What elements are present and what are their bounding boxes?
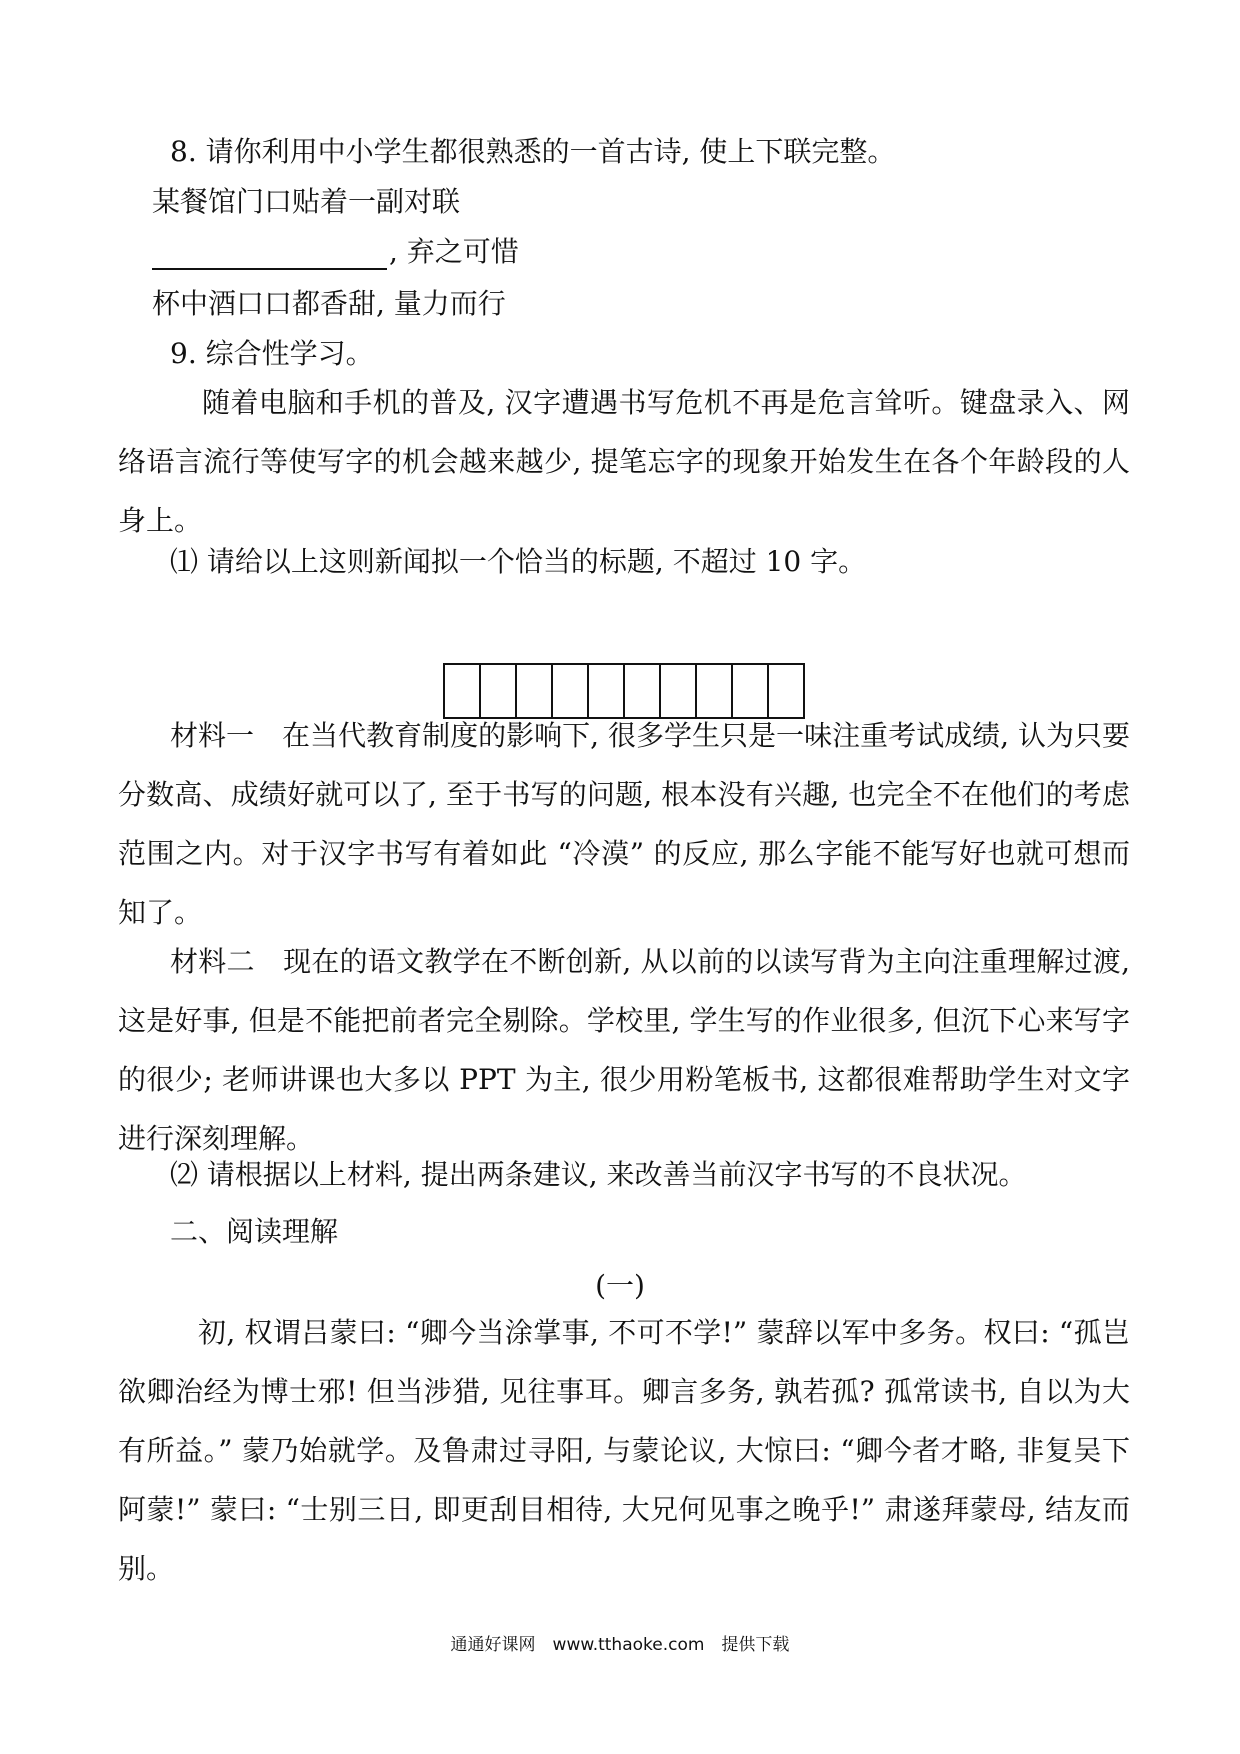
material-two: 材料二 现在的语文教学在不断创新, 从以前的以读写背为主向注重理解过渡, 这是好事, 但是不能把前者完全剔除。学校里, 学生写的作业很多, 但沉下心来写字的很少; 老师讲课也大多以 PPT 为主, 很少用粉笔板书, 这都很难帮助学生对文字进行深刻理解。: [118, 945, 1130, 1155]
couplet-lower-line: 杯中酒口口都香甜, 量力而行: [152, 287, 506, 320]
news-paragraph: 随着电脑和手机的普及, 汉字遭遇书写危机不再是危言耸听。键盘录入、网络语言流行等使写字的机会越来越少, 提笔忘字的现象开始发生在各个年龄段的人身上。: [118, 386, 1130, 537]
couplet-upper-suffix: , 弃之可惜: [389, 235, 519, 268]
question-9-heading: 9. 综合性学习。: [170, 337, 374, 370]
question-9-sub1: ⑴ 请给以上这则新闻拟一个恰当的标题, 不超过 10 字。: [170, 545, 867, 578]
page-footer: 通通好课网 www.tthaoke.com 提供下载: [450, 1635, 790, 1655]
classical-passage: 初, 权谓吕蒙曰: “卿今当涂掌事, 不可不学!” 蒙辞以军中多务。权曰: “孤岂欲卿治经为博士邪! 但当涉猎, 见往事耳。卿言多务, 孰若孤? 孤常读书, 自以为大有所益。” 蒙乃始就学。及鲁肃过寻阳, 与蒙论议, 大惊曰: “卿今者才略, 非复吴下阿蒙!” 蒙曰: “士别三日, 即更刮目相待, 大兄何见事之晚乎!” 肃遂拜蒙母, 结友而别。: [118, 1316, 1130, 1585]
passage-number: (一): [595, 1269, 645, 1302]
question-8-prompt: 8. 请你利用中小学生都很熟悉的一首古诗, 使上下联完整。: [170, 135, 896, 168]
section-heading: 二、阅读理解: [170, 1215, 339, 1248]
question-9-sub2: ⑵ 请根据以上材料, 提出两条建议, 来改善当前汉字书写的不良状况。: [170, 1158, 1027, 1191]
couplet-intro: 某餐馆门口贴着一副对联: [152, 185, 461, 218]
couplet-upper-line: [152, 234, 1112, 270]
answer-blank[interactable]: [152, 238, 387, 270]
material-one: 材料一 在当代教育制度的影响下, 很多学生只是一味注重考试成绩, 认为只要分数高、成绩好就可以了, 至于书写的问题, 根本没有兴趣, 也完全不在他们的考虑范围之内。对于汉字书写有着如此 “冷漠” 的反应, 那么字能不能写好也就可想而知了。: [118, 719, 1130, 929]
